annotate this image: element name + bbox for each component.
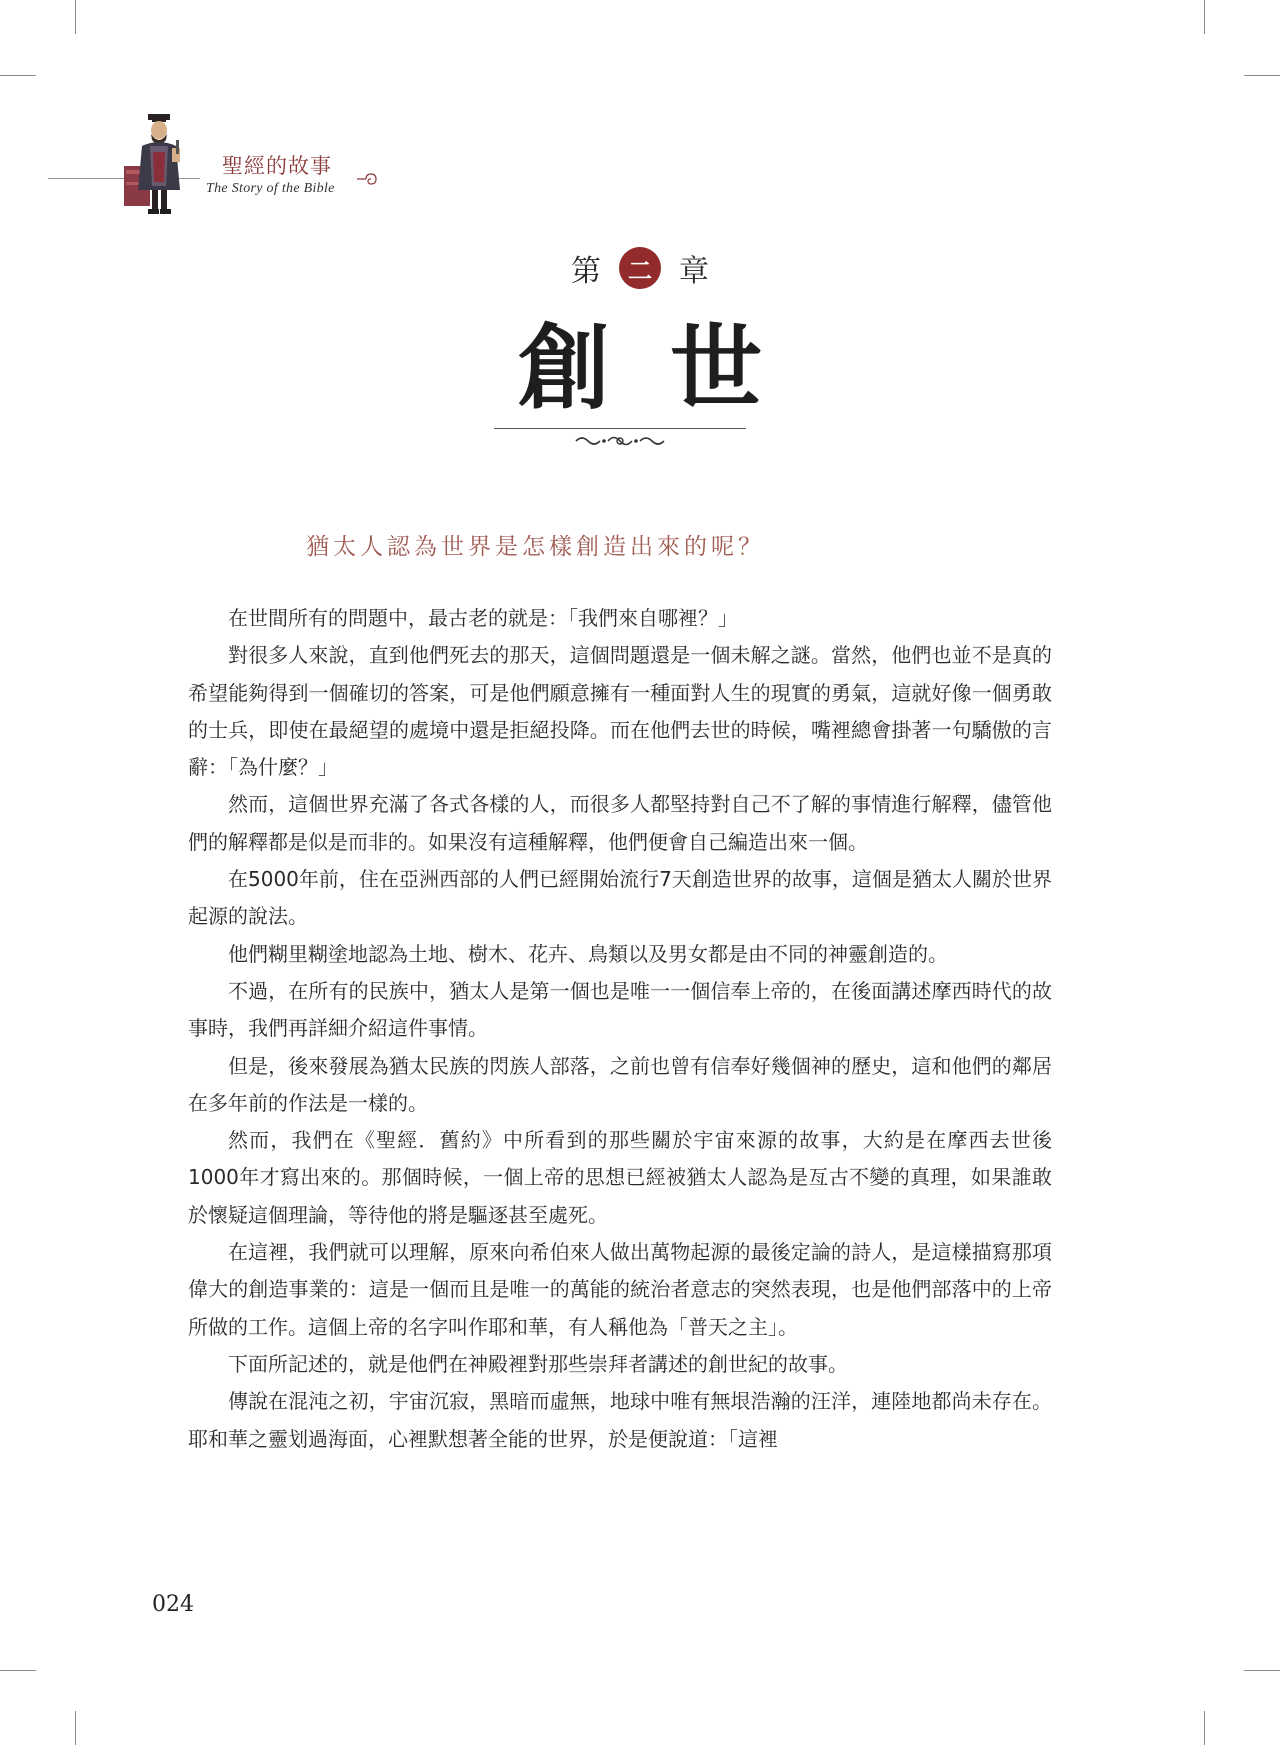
paragraph: 但是，後來發展為猶太民族的閃族人部落，之前也曾有信奉好幾個神的歷史，這和他們的鄰居在多年前的作法是一樣的。	[188, 1053, 1052, 1115]
crop-mark	[1204, 0, 1205, 34]
paragraph: 下面所記述的，就是他們在神殿裡對那些崇拜者講述的創世紀的故事。	[228, 1351, 848, 1376]
paragraph: 然而，我們在《聖經．舊約》中所看到的那些關於宇宙來源的故事，大約是在摩西去世後1000年才寫出來的。那個時候，一個上帝的思想已經被猶太人認為是亙古不變的真理，如果誰敢於懷疑這個理論，等待他的將是驅逐甚至處死。	[188, 1128, 1052, 1227]
header-subtitle: The Story of the Bible	[206, 181, 335, 196]
lead-question: 猶太人認為世界是怎樣創造出來的呢？	[306, 534, 765, 560]
chapter-number-badge: 二	[619, 247, 661, 289]
body-text	[188, 600, 1052, 1458]
crop-mark	[1204, 1711, 1205, 1745]
paragraph: 不過，在所有的民族中，猶太人是第一個也是唯一一個信奉上帝的，在後面講述摩西時代的故事時，我們再詳細介紹這件事情。	[188, 978, 1052, 1041]
flourish-ornament-icon	[572, 432, 668, 450]
crop-mark	[1244, 1670, 1280, 1671]
crop-mark	[0, 75, 36, 76]
crop-mark	[75, 1711, 76, 1745]
crop-mark	[1244, 75, 1280, 76]
crop-mark	[0, 1670, 36, 1671]
paragraph: 在這裡，我們就可以理解，原來向希伯來人做出萬物起源的最後定論的詩人，是這樣描寫那項偉大的創造事業的：這是一個而且是唯一的萬能的統治者意志的突然表現，也是他們部落中的上帝所做的工作。這個上帝的名字叫作耶和華，有人稱他為「普天之主」。	[188, 1240, 1052, 1339]
page-number: 024	[152, 1592, 194, 1617]
chapter-label	[0, 248, 1280, 288]
title-divider	[494, 428, 746, 429]
chapter-prefix: 第	[571, 254, 601, 289]
swirl-ornament-icon	[356, 172, 378, 186]
chapter-suffix: 章	[679, 254, 709, 289]
crop-mark	[75, 0, 76, 34]
paragraph: 他們糊里糊塗地認為土地、樹木、花卉、鳥類以及男女都是由不同的神靈創造的。	[228, 941, 948, 966]
paragraph: 然而，這個世界充滿了各式各樣的人，而很多人都堅持對自己不了解的事情進行解釋，儘管他們的解釋都是似是而非的。如果沒有這種解釋，他們便會自己編造出來一個。	[188, 792, 1052, 854]
header-title: 聖經的故事	[222, 154, 332, 178]
paragraph: 對很多人來說，直到他們死去的那天，這個問題還是一個未解之謎。當然，他們也並不是真的希望能夠得到一個確切的答案，可是他們願意擁有一種面對人生的現實的勇氣，這就好像一個勇敢的士兵，即使在最絕望的處境中還是拒絕投降。而在他們去世的時候，嘴裡總會掛著一句驕傲的言辭：「為什麼？」	[188, 643, 1052, 780]
paragraph: 在5000年前，住在亞洲西部的人們已經開始流行7天創造世界的故事，這個是猶太人關於世界起源的說法。	[188, 867, 1052, 929]
portrait-illustration	[120, 112, 204, 218]
chapter-title: 創世	[517, 314, 822, 422]
paragraph: 在世間所有的問題中，最古老的就是：「我們來自哪裡？」	[228, 606, 738, 630]
paragraph: 傳說在混沌之初，宇宙沉寂，黑暗而虛無，地球中唯有無垠浩瀚的汪洋，連陸地都尚未存在。耶和華之靈划過海面，心裡默想著全能的世界，於是便說道：「這裡	[188, 1389, 1052, 1451]
